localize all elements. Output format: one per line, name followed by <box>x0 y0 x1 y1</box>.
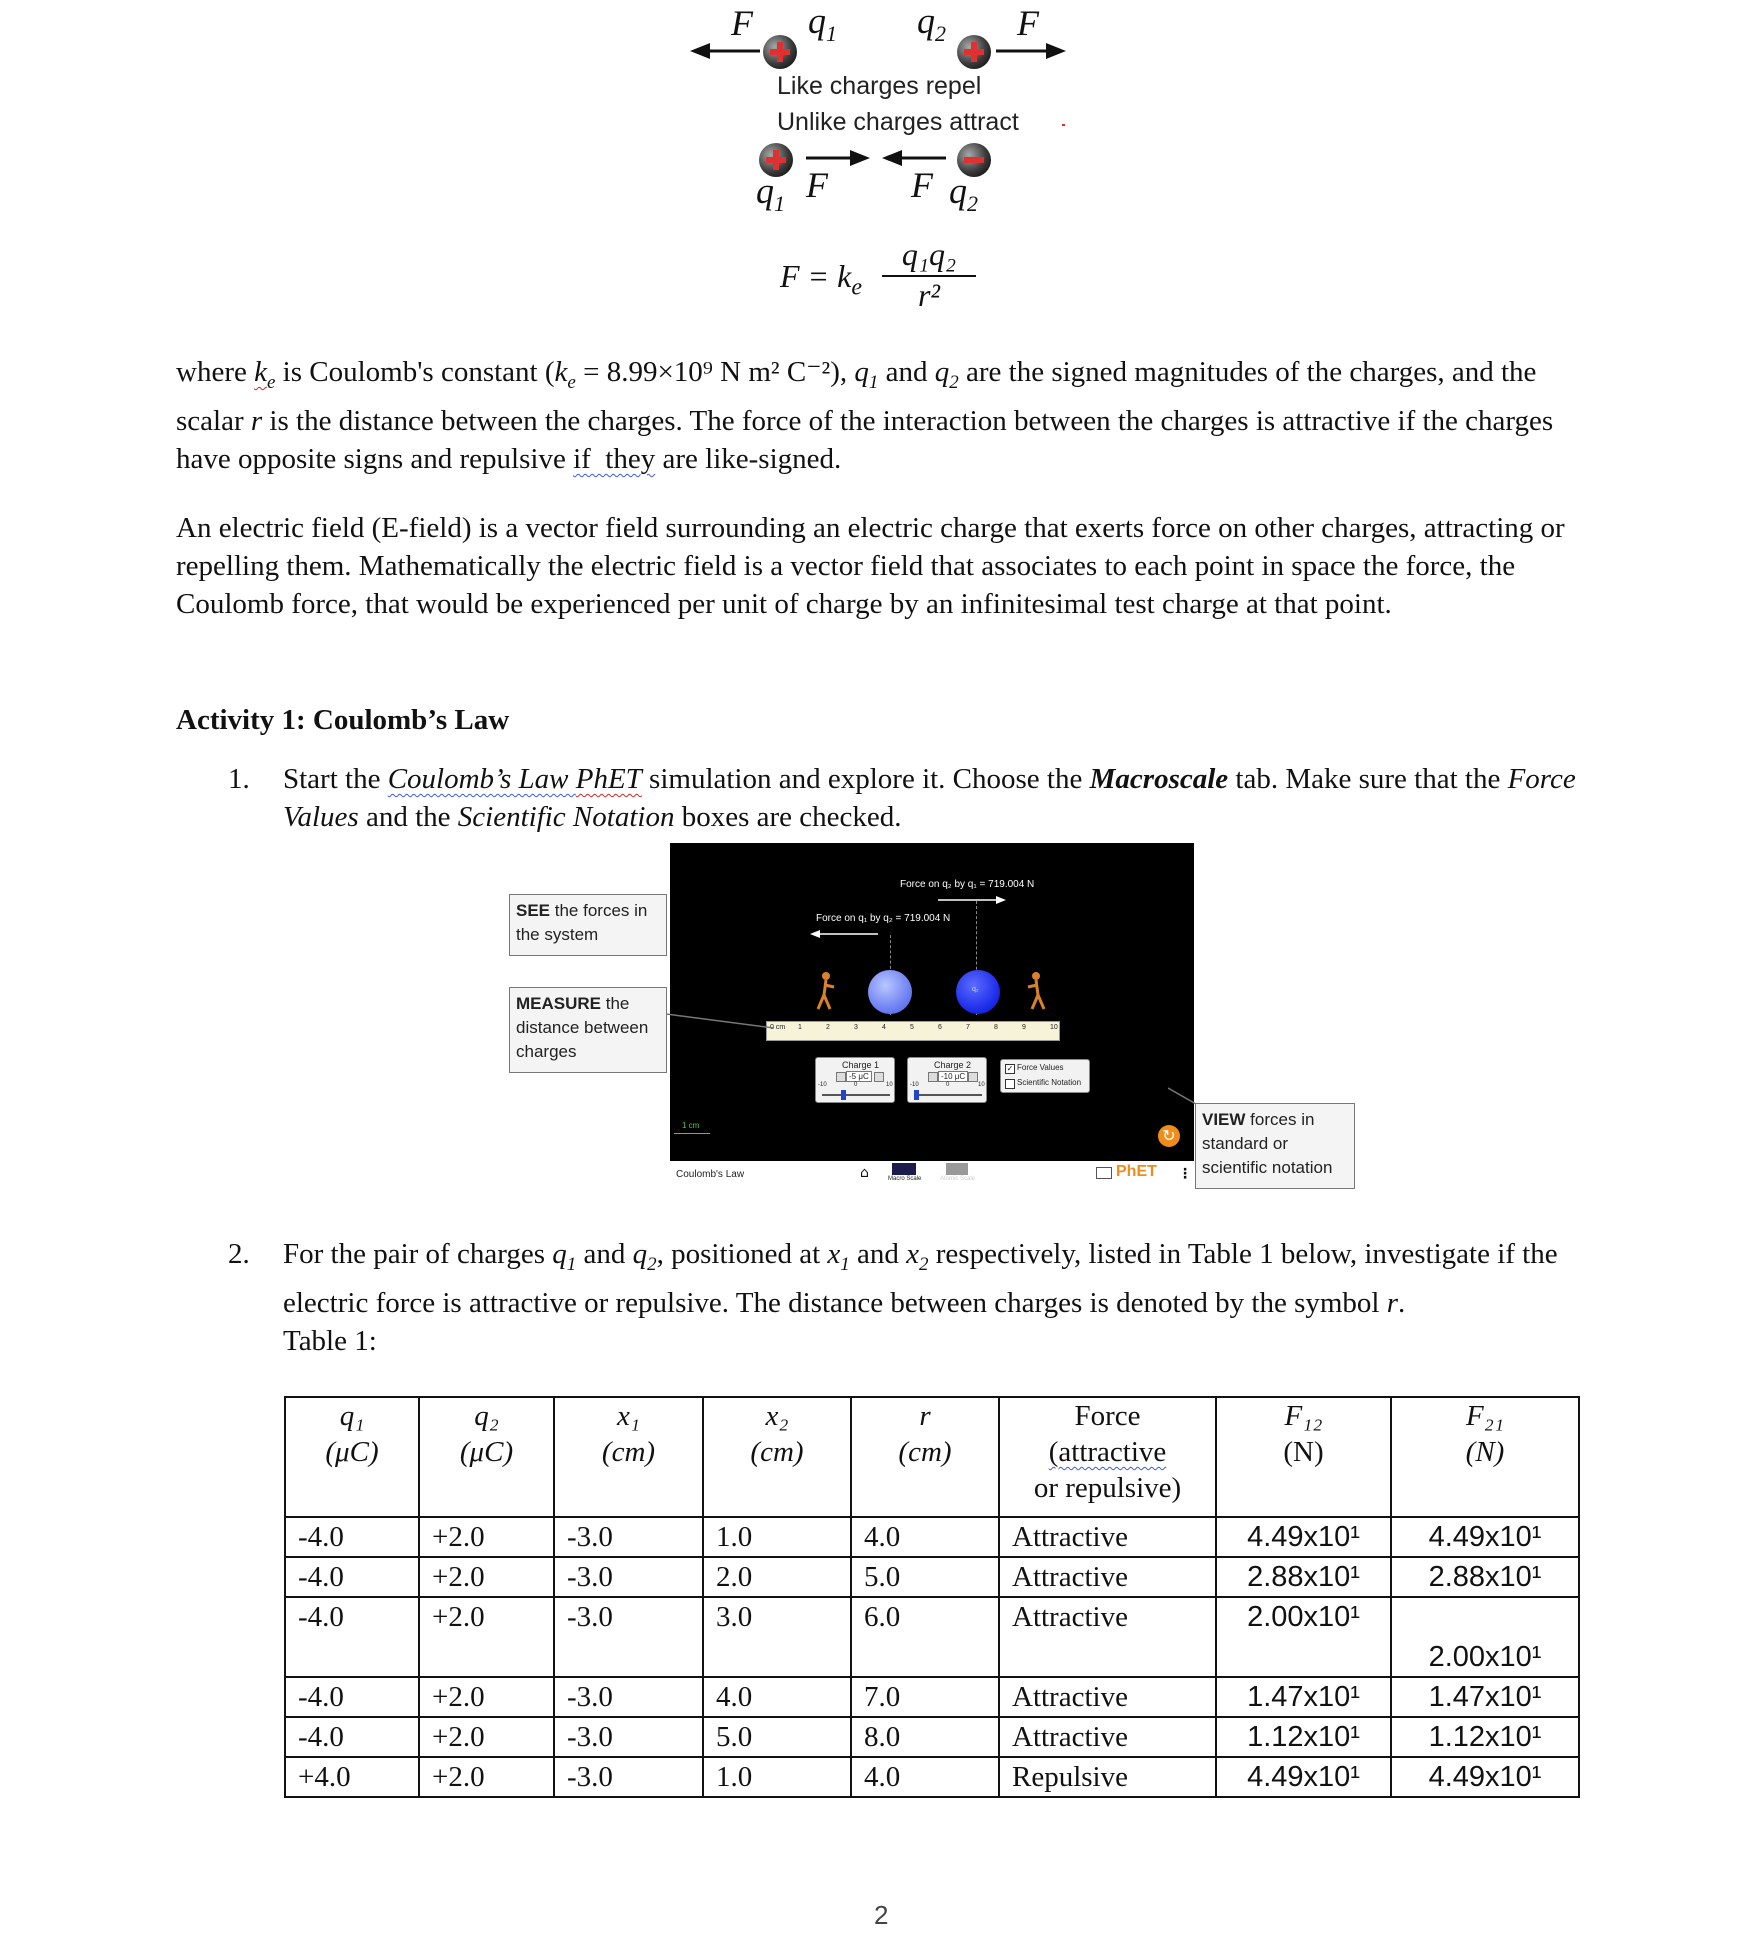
charge2-slider-thumb[interactable] <box>914 1090 919 1100</box>
force-label: F <box>806 165 828 205</box>
ruler-tick-label: 10 <box>1050 1024 1058 1031</box>
left-arrowhead <box>690 43 710 59</box>
cell-f12: 4.49x10¹ <box>1216 1757 1391 1797</box>
table-label: Table 1: <box>283 1324 377 1357</box>
header-force: Force (attractive or repulsive) <box>999 1397 1216 1517</box>
header-r: r (cm) <box>851 1397 999 1517</box>
force-label: F <box>911 165 933 205</box>
ruler-tick-label: 9 <box>1022 1024 1026 1031</box>
atomic-scale-tab-label[interactable]: Atomic Scale <box>940 1176 976 1182</box>
ruler-tick-label: 0 cm <box>770 1024 786 1031</box>
cell-x1: -3.0 <box>554 1517 703 1557</box>
cell-q2: +2.0 <box>419 1677 554 1717</box>
cell-f12: 2.00x10¹ <box>1216 1597 1391 1677</box>
cell-f12: 2.88x10¹ <box>1216 1557 1391 1597</box>
page-number: 2 <box>874 1900 889 1930</box>
unlike-caption: Unlike charges attract <box>777 108 1019 136</box>
like-caption: Like charges repel <box>777 72 982 100</box>
charge2-title: Charge 2 <box>934 1060 972 1070</box>
cell-x1: -3.0 <box>554 1717 703 1757</box>
cell-q2: +2.0 <box>419 1517 554 1557</box>
ruler-tick-label: 8 <box>994 1024 998 1031</box>
charge2-ball[interactable]: q₂ <box>956 970 1000 1014</box>
cell-x2: 4.0 <box>703 1677 851 1717</box>
scientific-notation-checkbox[interactable] <box>1005 1079 1015 1089</box>
ruler-tick-label: 7 <box>966 1024 970 1031</box>
cell-force: Attractive <box>999 1517 1216 1557</box>
coulomb-paragraph: where $k_e$ is Coulomb's constant ($k_e = 8.99\times 10^9$ N m² C⁻²), $q_1$ and $q_2$ are the signed magnitudes of the charges, and the scalar r is the distance between the charges. The force of the interaction between the charges is attractive if the charges have opposite signs and repulsive if they are like-signed. <box>176 356 1554 475</box>
atomic-scale-tab-icon[interactable] <box>946 1163 968 1175</box>
callout-pointer <box>666 1010 776 1030</box>
efield-paragraph: An electric field (E-field) is a vector field surrounding an electric charge that exerts force on other charges, attracting or repelling them. Mathematically the electric field is a vector field that associates to each point in space the force, the Coulomb force, that would be experienced per unit of charge by an infinitesimal test charge at that point. <box>176 512 1565 620</box>
charge1-slider-track[interactable] <box>822 1094 890 1096</box>
cell-x1: -3.0 <box>554 1597 703 1677</box>
force-arrow-right <box>938 895 1008 905</box>
item1-text: Start the Coulomb’s Law PhET simulation and explore it. Choose the Macroscale tab. Make sure that the Force Values and the Scientific Notation boxes are checked. <box>283 763 1576 833</box>
cell-q1: -4.0 <box>285 1717 419 1757</box>
charge1-value: -5 μC <box>846 1071 872 1082</box>
cell-q2: +2.0 <box>419 1717 554 1757</box>
table-row <box>285 1557 1579 1597</box>
force-arrow-left <box>808 929 878 939</box>
cell-q1: -4.0 <box>285 1677 419 1717</box>
macro-scale-tab-icon[interactable] <box>892 1163 916 1175</box>
cell-force: Attractive <box>999 1597 1216 1677</box>
cell-r: 4.0 <box>851 1757 999 1797</box>
options-panel <box>1000 1059 1090 1093</box>
formula-numerator: q₁q₂ <box>901 236 957 272</box>
cell-f21: 4.49x10¹ <box>1391 1757 1579 1797</box>
header-q1: q₁ (μC) <box>285 1397 419 1517</box>
cell-r: 6.0 <box>851 1597 999 1677</box>
reset-icon[interactable]: ↻ <box>1158 1125 1180 1147</box>
header-f12: F₁₂ (N) <box>1216 1397 1391 1517</box>
table-row <box>285 1517 1579 1557</box>
charge2-value: -10 μC <box>938 1071 968 1082</box>
coulomb-formula-fraction <box>882 236 976 314</box>
charge2-increment-button[interactable] <box>968 1072 978 1082</box>
force-readout-q2: Force on q₂ by q₁ = 719.004 N <box>900 879 1035 890</box>
left-figure-icon <box>814 971 836 1011</box>
cell-f21: 4.49x10¹ <box>1391 1517 1579 1557</box>
force-values-label: Force Values <box>1017 1063 1064 1072</box>
charge1-increment-button[interactable] <box>874 1072 884 1082</box>
repel-arrows-and-charges <box>690 30 1070 78</box>
measure-distance-callout: MEASURE the distance between charges <box>509 987 667 1073</box>
charge2-control: Charge 2 -10 μC -10 0 10 <box>907 1057 987 1103</box>
cell-q1: -4.0 <box>285 1597 419 1677</box>
ruler-tick-label: 5 <box>910 1024 914 1031</box>
cell-q1: +4.0 <box>285 1757 419 1797</box>
q1-label: $q_1$ <box>756 171 785 217</box>
charge1-control: Charge 1 -5 μC -10 0 10 <box>815 1057 895 1103</box>
ruler-tick-label: 6 <box>938 1024 942 1031</box>
ruler-tick-label: 1 <box>798 1024 802 1031</box>
cell-q2: +2.0 <box>419 1557 554 1597</box>
activity-heading: Activity 1: Coulomb’s Law <box>176 704 510 736</box>
see-forces-callout: SEE the forces in the system <box>509 894 667 956</box>
cell-f21: 2.00x10¹ <box>1391 1597 1579 1677</box>
cell-f21: 1.47x10¹ <box>1391 1677 1579 1717</box>
cell-force: Repulsive <box>999 1757 1216 1797</box>
force-label: F <box>1017 3 1039 43</box>
q2-label: $q_2$ <box>949 171 978 217</box>
cell-f12: 1.12x10¹ <box>1216 1717 1391 1757</box>
cell-r: 7.0 <box>851 1677 999 1717</box>
cell-x1: -3.0 <box>554 1557 703 1597</box>
ruler[interactable] <box>766 1021 1060 1041</box>
item-number: 2. <box>228 1238 250 1270</box>
cell-force: Attractive <box>999 1677 1216 1717</box>
stray-mark <box>1062 124 1065 126</box>
q2-label: $q_2$ <box>917 1 946 47</box>
formula-denominator: r² <box>882 275 976 314</box>
charge1-slider-thumb[interactable] <box>841 1090 846 1100</box>
force-readout-q1: Force on q₁ by q₂ = 719.004 N <box>816 913 951 924</box>
ruler-tick-label: 2 <box>826 1024 830 1031</box>
cell-x1: -3.0 <box>554 1757 703 1797</box>
cell-x2: 1.0 <box>703 1517 851 1557</box>
cell-x2: 2.0 <box>703 1557 851 1597</box>
data-table <box>284 1396 1580 1798</box>
scale-label: 1 cm <box>682 1121 700 1130</box>
cell-x1: -3.0 <box>554 1677 703 1717</box>
cell-r: 5.0 <box>851 1557 999 1597</box>
keyboard-icon[interactable] <box>1096 1167 1112 1179</box>
cell-f21: 2.88x10¹ <box>1391 1557 1579 1597</box>
header-f21: F₂₁ (N) <box>1391 1397 1579 1517</box>
table-row <box>285 1677 1579 1717</box>
cell-q1: -4.0 <box>285 1517 419 1557</box>
header-x2: x₂ (cm) <box>703 1397 851 1517</box>
navigation-bar <box>670 1161 1194 1186</box>
cell-r: 4.0 <box>851 1517 999 1557</box>
coulomb-formula-lhs: $F = k_e$ <box>780 258 862 301</box>
charge1-ball[interactable] <box>868 970 912 1014</box>
force-label: F <box>731 3 753 43</box>
header-x1: x₁ (cm) <box>554 1397 703 1517</box>
charge1-decrement-button[interactable] <box>836 1072 846 1082</box>
cell-x2: 1.0 <box>703 1757 851 1797</box>
q1-label: $q_1$ <box>808 1 837 47</box>
table-row <box>285 1597 1579 1677</box>
table-row <box>285 1757 1579 1797</box>
home-icon[interactable]: ⌂ <box>860 1165 869 1181</box>
charge1-title: Charge 1 <box>842 1060 880 1070</box>
cell-f12: 4.49x10¹ <box>1216 1517 1391 1557</box>
cell-q2: +2.0 <box>419 1597 554 1677</box>
cell-x2: 5.0 <box>703 1717 851 1757</box>
header-q2: q₂ (μC) <box>419 1397 554 1517</box>
cell-f21: 1.12x10¹ <box>1391 1717 1579 1757</box>
right-figure-icon <box>1026 971 1048 1011</box>
item-number: 1. <box>228 763 250 795</box>
macro-scale-tab-label[interactable]: Macro Scale <box>888 1176 922 1182</box>
scale-bar <box>674 1133 710 1134</box>
cell-q2: +2.0 <box>419 1757 554 1797</box>
scientific-notation-label: Scientific Notation <box>1017 1078 1082 1087</box>
charge2-decrement-button[interactable] <box>928 1072 938 1082</box>
cell-x2: 3.0 <box>703 1597 851 1677</box>
phet-logo[interactable]: PhET <box>1116 1163 1157 1180</box>
view-forces-callout: VIEW forces in standard or scientific notation <box>1195 1103 1355 1189</box>
table-row <box>285 1717 1579 1757</box>
menu-icon[interactable]: ⋮ <box>1178 1166 1192 1182</box>
charge2-slider-track[interactable] <box>914 1094 982 1096</box>
ruler-tick-label: 3 <box>854 1024 858 1031</box>
item2-text: For the pair of charges $q_1$ and $q_2$, positioned at $x_1$ and $x_2$ respectively, listed in Table 1 below, investigate if the electric force is attractive or repulsive. The distance between charges is denoted by the symbol r. Table 1: <box>283 1235 1583 1360</box>
force-values-checkbox[interactable]: ✓ <box>1006 1064 1014 1073</box>
cell-f12: 1.47x10¹ <box>1216 1677 1391 1717</box>
cell-force: Attractive <box>999 1557 1216 1597</box>
table-header-row <box>285 1397 1579 1517</box>
sim-title: Coulomb's Law <box>676 1169 745 1180</box>
ruler-tick-label: 4 <box>882 1024 886 1031</box>
cell-q1: -4.0 <box>285 1557 419 1597</box>
callout-pointer <box>1168 1086 1198 1106</box>
cell-r: 8.0 <box>851 1717 999 1757</box>
cell-force: Attractive <box>999 1717 1216 1757</box>
